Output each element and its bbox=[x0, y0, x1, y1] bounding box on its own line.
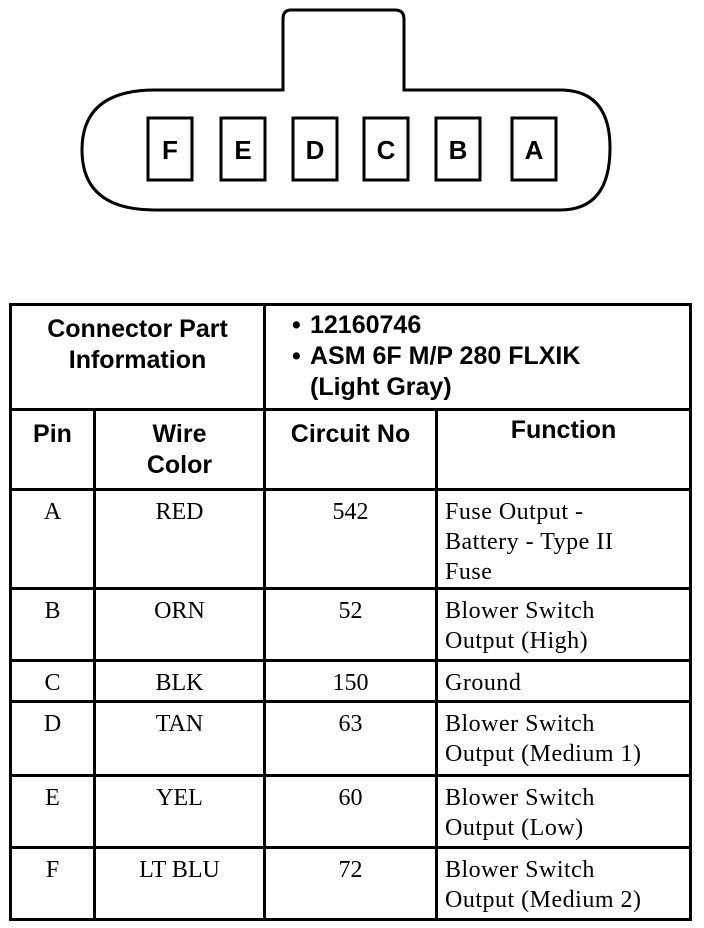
circuit-cell: 60 bbox=[265, 776, 437, 848]
bullet-icon: • bbox=[292, 311, 301, 339]
connector-part-info-row bbox=[11, 305, 691, 410]
part-number-line bbox=[292, 310, 689, 341]
function-line: Output (High) bbox=[445, 628, 589, 654]
info-label-line1: Connector Part bbox=[47, 315, 228, 343]
part-color-line bbox=[310, 372, 689, 403]
circuit-cell: 72 bbox=[265, 848, 437, 920]
function-line: Blower Switch bbox=[445, 785, 595, 811]
part-color: (Light Gray) bbox=[310, 373, 452, 401]
pin-row-e bbox=[11, 776, 691, 848]
function-cell bbox=[437, 490, 691, 589]
function-line: Battery - Type II bbox=[445, 529, 614, 555]
pin-letter: D bbox=[305, 135, 325, 165]
part-number: 12160746 bbox=[310, 311, 422, 339]
function-line: Blower Switch bbox=[445, 857, 595, 883]
circuit-header-label: Circuit No bbox=[290, 420, 411, 448]
pin-cavity-d bbox=[293, 118, 337, 180]
wire-color-cell: TAN bbox=[95, 702, 265, 776]
circuit-cell: 542 bbox=[265, 490, 437, 589]
pin-cell: B bbox=[11, 589, 95, 661]
function-line: Fuse bbox=[445, 559, 493, 585]
pin-cavity-a bbox=[512, 118, 556, 180]
pin-cavity-c bbox=[364, 118, 408, 180]
pin-row-c bbox=[11, 661, 691, 702]
pin-row-a bbox=[11, 490, 691, 589]
function-cell bbox=[437, 702, 691, 776]
function-header-label: Function bbox=[510, 416, 617, 444]
function-cell bbox=[437, 848, 691, 920]
pin-letter: B bbox=[448, 135, 468, 165]
pin-cell: C bbox=[11, 661, 95, 702]
pin-letter: F bbox=[162, 135, 178, 165]
wire-color-header bbox=[95, 410, 265, 490]
function-line: Ground bbox=[445, 670, 522, 696]
connector-part-info-label bbox=[11, 305, 265, 410]
circuit-header bbox=[265, 410, 437, 490]
wire-color-cell: ORN bbox=[95, 589, 265, 661]
circuit-cell: 63 bbox=[265, 702, 437, 776]
pin-header bbox=[11, 410, 95, 490]
pin-letter: E bbox=[234, 135, 252, 165]
pin-header-label: Pin bbox=[33, 420, 72, 448]
circuit-cell: 150 bbox=[265, 661, 437, 702]
column-header-row bbox=[11, 410, 691, 490]
info-label-line2: Information bbox=[68, 346, 207, 374]
pin-cell: E bbox=[11, 776, 95, 848]
part-description: ASM 6F M/P 280 FLXIK bbox=[310, 342, 581, 370]
circuit-cell: 52 bbox=[265, 589, 437, 661]
function-line: Output (Medium 2) bbox=[445, 887, 642, 913]
function-line: Blower Switch bbox=[445, 711, 595, 737]
function-cell bbox=[437, 661, 691, 702]
wire-color-header-line2: Color bbox=[146, 451, 213, 479]
pin-row-b bbox=[11, 589, 691, 661]
pin-letter: A bbox=[524, 135, 544, 165]
pin-cell: D bbox=[11, 702, 95, 776]
pin-row-d bbox=[11, 702, 691, 776]
connector-pinout-table bbox=[9, 303, 692, 921]
connector-part-info-value bbox=[265, 305, 691, 410]
pin-row-f bbox=[11, 848, 691, 920]
function-line: Blower Switch bbox=[445, 598, 595, 624]
wire-color-header-line1: Wire bbox=[152, 420, 207, 448]
function-cell bbox=[437, 776, 691, 848]
pin-cavity-f bbox=[148, 118, 192, 180]
pin-cell: A bbox=[11, 490, 95, 589]
function-cell bbox=[437, 589, 691, 661]
connector-diagram bbox=[0, 0, 704, 230]
function-line: Output (Medium 1) bbox=[445, 741, 642, 767]
wire-color-cell: YEL bbox=[95, 776, 265, 848]
pin-letter: C bbox=[376, 135, 396, 165]
pin-cavity-e bbox=[221, 118, 265, 180]
wire-color-cell: RED bbox=[95, 490, 265, 589]
function-line: Output (Low) bbox=[445, 815, 584, 841]
wire-color-cell: LT BLU bbox=[95, 848, 265, 920]
part-desc-line bbox=[292, 341, 689, 372]
pin-cavity-b bbox=[436, 118, 480, 180]
pin-cell: F bbox=[11, 848, 95, 920]
wire-color-cell: BLK bbox=[95, 661, 265, 702]
bullet-icon: • bbox=[292, 342, 301, 370]
function-header bbox=[437, 410, 691, 490]
function-line: Fuse Output - bbox=[445, 499, 584, 525]
